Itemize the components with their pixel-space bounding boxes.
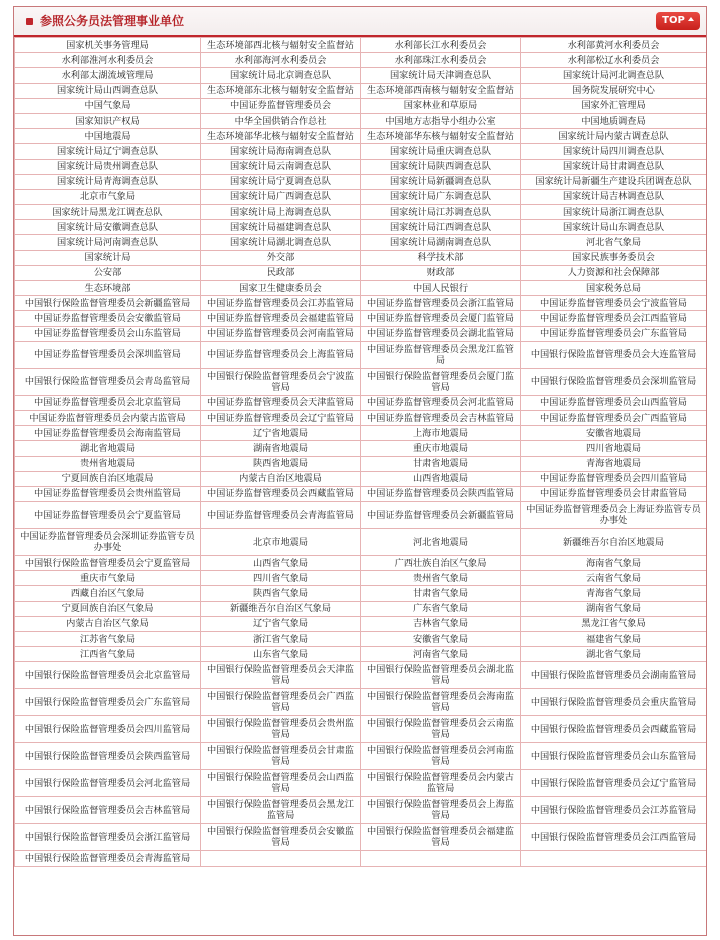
institution-cell [521, 851, 707, 866]
institution-cell: 中国银行保险监督管理委员会甘肃监管局 [201, 743, 361, 770]
table-row [15, 529, 707, 556]
institution-cell: 中国地质调查局 [521, 113, 707, 128]
institution-cell: 中国证券监督管理委员会河南监管局 [201, 326, 361, 341]
institution-cell: 新疆维吾尔自治区地震局 [521, 529, 707, 556]
institution-cell: 国家统计局江苏调查总队 [361, 205, 521, 220]
table-row [15, 851, 707, 866]
institution-cell: 中国银行保险监督管理委员会广西监管局 [201, 689, 361, 716]
institution-cell: 中国证券监督管理委员会浙江监管局 [361, 296, 521, 311]
institution-cell: 中国证券监督管理委员会海南监管局 [15, 426, 201, 441]
institution-cell: 国家知识产权局 [15, 113, 201, 128]
table-row [15, 797, 707, 824]
institution-cell: 中国银行保险监督管理委员会山西监管局 [201, 770, 361, 797]
table-row [15, 326, 707, 341]
institution-cell: 国家统计局陕西调查总队 [361, 159, 521, 174]
institution-cell: 中国证券监督管理委员会贵州监管局 [15, 486, 201, 501]
institution-cell: 中国银行保险监督管理委员会新疆监管局 [15, 296, 201, 311]
institution-cell: 湖北省地震局 [15, 441, 201, 456]
institution-cell: 河北省地震局 [361, 529, 521, 556]
institution-cell: 中国证券监督管理委员会河北监管局 [361, 395, 521, 410]
institution-cell: 水利部淮河水利委员会 [15, 53, 201, 68]
panel-title: 参照公务员法管理事业单位 [40, 14, 185, 28]
table-row [15, 265, 707, 280]
institution-cell: 广西壮族自治区气象局 [361, 556, 521, 571]
institution-cell: 辽宁省气象局 [201, 616, 361, 631]
back-to-top-button[interactable] [656, 12, 700, 30]
institution-cell: 甘肃省气象局 [361, 586, 521, 601]
institution-cell: 中国证券监督管理委员会广东监管局 [521, 326, 707, 341]
institution-cell: 生态环境部西北核与辐射安全监督站 [201, 38, 361, 53]
institution-cell: 云南省气象局 [521, 571, 707, 586]
institution-cell: 湖南省地震局 [201, 441, 361, 456]
institution-cell: 山西省气象局 [201, 556, 361, 571]
institution-cell [361, 851, 521, 866]
institution-cell: 海南省气象局 [521, 556, 707, 571]
institution-cell: 中国银行保险监督管理委员会广东监管局 [15, 689, 201, 716]
table-row [15, 113, 707, 128]
table-row [15, 410, 707, 425]
institutions-table [14, 37, 707, 867]
institution-cell: 甘肃省地震局 [361, 456, 521, 471]
institution-cell: 国家统计局湖南调查总队 [361, 235, 521, 250]
institution-cell: 中国银行保险监督管理委员会河北监管局 [15, 770, 201, 797]
institution-cell: 国家外汇管理局 [521, 98, 707, 113]
institution-cell: 中国银行保险监督管理委员会重庆监管局 [521, 689, 707, 716]
table-row [15, 824, 707, 851]
institution-cell: 中国银行保险监督管理委员会北京监管局 [15, 662, 201, 689]
institution-cell: 中国银行保险监督管理委员会河南监管局 [361, 743, 521, 770]
institution-cell: 国家统计局青海调查总队 [15, 174, 201, 189]
institution-cell: 新疆维吾尔自治区气象局 [201, 601, 361, 616]
institution-cell: 国家统计局贵州调查总队 [15, 159, 201, 174]
table-row [15, 632, 707, 647]
institution-cell: 河北省气象局 [521, 235, 707, 250]
institution-cell: 广东省气象局 [361, 601, 521, 616]
institution-cell: 中华全国供销合作总社 [201, 113, 361, 128]
institution-cell: 国家统计局天津调查总队 [361, 68, 521, 83]
institution-cell: 中国证券监督管理委员会深圳证券监管专员办事处 [15, 529, 201, 556]
institution-cell: 黑龙江省气象局 [521, 616, 707, 631]
institution-cell: 中国证券监督管理委员会陕西监管局 [361, 486, 521, 501]
institution-cell: 中国证券监督管理委员会安徽监管局 [15, 311, 201, 326]
institution-cell: 中国银行保险监督管理委员会海南监管局 [361, 689, 521, 716]
institution-cell: 中国地震局 [15, 129, 201, 144]
institution-cell: 中国银行保险监督管理委员会吉林监管局 [15, 797, 201, 824]
institution-cell: 中国银行保险监督管理委员会浙江监管局 [15, 824, 201, 851]
institution-cell: 贵州省地震局 [15, 456, 201, 471]
institution-cell: 国家统计局广西调查总队 [201, 189, 361, 204]
institution-cell: 国家卫生健康委员会 [201, 281, 361, 296]
institution-cell: 重庆市气象局 [15, 571, 201, 586]
table-row [15, 281, 707, 296]
table-row [15, 743, 707, 770]
institution-cell: 宁夏回族自治区气象局 [15, 601, 201, 616]
institution-cell: 国家统计局辽宁调查总队 [15, 144, 201, 159]
institution-cell: 中国证券监督管理委员会吉林监管局 [361, 410, 521, 425]
institution-cell: 国家统计局宁夏调查总队 [201, 174, 361, 189]
institution-cell: 江西省气象局 [15, 647, 201, 662]
institution-cell: 中国银行保险监督管理委员会贵州监管局 [201, 716, 361, 743]
institution-cell: 中国银行保险监督管理委员会安徽监管局 [201, 824, 361, 851]
institution-cell: 中国银行保险监督管理委员会黑龙江监管局 [201, 797, 361, 824]
institution-cell: 中国证券监督管理委员会甘肃监管局 [521, 486, 707, 501]
table-row [15, 616, 707, 631]
institution-cell: 水利部珠江水利委员会 [361, 53, 521, 68]
institution-cell: 生态环境部华北核与辐射安全监督站 [201, 129, 361, 144]
institution-cell: 青海省气象局 [521, 586, 707, 601]
table-row [15, 98, 707, 113]
table-row [15, 220, 707, 235]
institution-cell: 中国银行保险监督管理委员会湖南监管局 [521, 662, 707, 689]
institution-cell: 国家统计局吉林调查总队 [521, 189, 707, 204]
institution-cell: 河南省气象局 [361, 647, 521, 662]
institution-cell: 国家机关事务管理局 [15, 38, 201, 53]
institution-cell: 国家统计局山西调查总队 [15, 83, 201, 98]
table-row [15, 647, 707, 662]
table-row [15, 556, 707, 571]
institution-cell: 国家统计局安徽调查总队 [15, 220, 201, 235]
institution-cell: 中国银行保险监督管理委员会青海监管局 [15, 851, 201, 866]
table-row [15, 426, 707, 441]
institution-cell: 中国证券监督管理委员会湖北监管局 [361, 326, 521, 341]
institution-cell: 水利部长江水利委员会 [361, 38, 521, 53]
institution-cell: 中国证券监督管理委员会宁波监管局 [521, 296, 707, 311]
institution-cell: 生态环境部 [15, 281, 201, 296]
institution-cell: 国家林业和草原局 [361, 98, 521, 113]
institution-cell: 山东省气象局 [201, 647, 361, 662]
institution-cell: 财政部 [361, 265, 521, 280]
institution-cell: 国家统计局山东调查总队 [521, 220, 707, 235]
table-row [15, 38, 707, 53]
institution-cell: 内蒙古自治区地震局 [201, 471, 361, 486]
institution-cell: 中国证券监督管理委员会上海监管局 [201, 341, 361, 368]
institution-cell: 生态环境部东北核与辐射安全监督站 [201, 83, 361, 98]
institution-cell [201, 851, 361, 866]
institution-cell: 中国银行保险监督管理委员会青岛监管局 [15, 368, 201, 395]
table-row [15, 502, 707, 529]
institution-cell: 国务院发展研究中心 [521, 83, 707, 98]
institution-cell: 国家税务总局 [521, 281, 707, 296]
institution-cell: 国家统计局上海调查总队 [201, 205, 361, 220]
table-row [15, 83, 707, 98]
institution-cell: 国家统计局广东调查总队 [361, 189, 521, 204]
institution-cell: 辽宁省地震局 [201, 426, 361, 441]
institution-cell: 中国银行保险监督管理委员会江西监管局 [521, 824, 707, 851]
table-row [15, 296, 707, 311]
institution-cell: 陕西省地震局 [201, 456, 361, 471]
table-row [15, 770, 707, 797]
institution-cell: 西藏自治区气象局 [15, 586, 201, 601]
institution-cell: 内蒙古自治区气象局 [15, 616, 201, 631]
institution-cell: 山西省地震局 [361, 471, 521, 486]
institution-cell: 国家统计局黑龙江调查总队 [15, 205, 201, 220]
institution-cell: 中国证券监督管理委员会西藏监管局 [201, 486, 361, 501]
table-row [15, 471, 707, 486]
institution-cell: 中国证券监督管理委员会江苏监管局 [201, 296, 361, 311]
institution-cell: 公安部 [15, 265, 201, 280]
institution-cell: 中国证券监督管理委员会江西监管局 [521, 311, 707, 326]
institution-cell: 湖北省气象局 [521, 647, 707, 662]
institution-cell: 中国人民银行 [361, 281, 521, 296]
institution-cell: 国家民族事务委员会 [521, 250, 707, 265]
institution-cell: 江苏省气象局 [15, 632, 201, 647]
institution-cell: 中国银行保险监督管理委员会天津监管局 [201, 662, 361, 689]
institution-cell: 生态环境部华东核与辐射安全监督站 [361, 129, 521, 144]
institution-cell: 安徽省气象局 [361, 632, 521, 647]
institution-cell: 国家统计局湖北调查总队 [201, 235, 361, 250]
table-row [15, 189, 707, 204]
institution-cell: 水利部太湖流域管理局 [15, 68, 201, 83]
table-row [15, 441, 707, 456]
institution-cell: 中国银行保险监督管理委员会江苏监管局 [521, 797, 707, 824]
institution-cell: 中国证券监督管理委员会广西监管局 [521, 410, 707, 425]
institution-cell: 中国证券监督管理委员会辽宁监管局 [201, 410, 361, 425]
table-row [15, 716, 707, 743]
institution-cell: 中国银行保险监督管理委员会宁夏监管局 [15, 556, 201, 571]
institution-cell: 北京市气象局 [15, 189, 201, 204]
institution-cell: 国家统计局重庆调查总队 [361, 144, 521, 159]
institution-cell: 青海省地震局 [521, 456, 707, 471]
institution-cell: 水利部黄河水利委员会 [521, 38, 707, 53]
table-row [15, 662, 707, 689]
table-row [15, 144, 707, 159]
institution-cell: 安徽省地震局 [521, 426, 707, 441]
table-row [15, 174, 707, 189]
institution-cell: 中国银行保险监督管理委员会福建监管局 [361, 824, 521, 851]
table-row [15, 205, 707, 220]
institution-cell: 国家统计局内蒙古调查总队 [521, 129, 707, 144]
table-row [15, 159, 707, 174]
institution-cell: 中国证券监督管理委员会 [201, 98, 361, 113]
institution-cell: 国家统计局新疆生产建设兵团调查总队 [521, 174, 707, 189]
institution-cell: 陕西省气象局 [201, 586, 361, 601]
institution-cell: 中国证券监督管理委员会山东监管局 [15, 326, 201, 341]
institution-cell: 民政部 [201, 265, 361, 280]
institutions-table-body [15, 38, 707, 867]
institution-cell: 上海市地震局 [361, 426, 521, 441]
institution-cell: 中国证券监督管理委员会山西监管局 [521, 395, 707, 410]
institution-cell: 中国银行保险监督管理委员会上海监管局 [361, 797, 521, 824]
institution-cell: 中国证券监督管理委员会天津监管局 [201, 395, 361, 410]
table-row [15, 129, 707, 144]
institution-cell: 国家统计局河北调查总队 [521, 68, 707, 83]
institution-cell: 四川省气象局 [201, 571, 361, 586]
institution-cell: 中国证券监督管理委员会四川监管局 [521, 471, 707, 486]
institution-cell: 北京市地震局 [201, 529, 361, 556]
institution-cell: 国家统计局北京调查总队 [201, 68, 361, 83]
institution-cell: 国家统计局云南调查总队 [201, 159, 361, 174]
table-row [15, 341, 707, 368]
institution-cell: 外交部 [201, 250, 361, 265]
institution-cell: 中国银行保险监督管理委员会内蒙古监管局 [361, 770, 521, 797]
institution-cell: 四川省地震局 [521, 441, 707, 456]
institution-cell: 中国证券监督管理委员会深圳监管局 [15, 341, 201, 368]
table-row [15, 571, 707, 586]
institution-cell: 中国证券监督管理委员会厦门监管局 [361, 311, 521, 326]
table-row [15, 586, 707, 601]
institution-cell: 中国银行保险监督管理委员会陕西监管局 [15, 743, 201, 770]
institution-cell: 国家统计局 [15, 250, 201, 265]
institution-cell: 国家统计局福建调查总队 [201, 220, 361, 235]
institution-cell: 国家统计局四川调查总队 [521, 144, 707, 159]
institution-cell: 中国证券监督管理委员会青海监管局 [201, 502, 361, 529]
institution-cell: 国家统计局浙江调查总队 [521, 205, 707, 220]
table-row [15, 68, 707, 83]
institution-cell: 湖南省气象局 [521, 601, 707, 616]
institution-cell: 科学技术部 [361, 250, 521, 265]
institution-cell: 中国证券监督管理委员会福建监管局 [201, 311, 361, 326]
institution-cell: 中国银行保险监督管理委员会云南监管局 [361, 716, 521, 743]
institution-cell: 中国银行保险监督管理委员会西藏监管局 [521, 716, 707, 743]
institution-cell: 重庆市地震局 [361, 441, 521, 456]
institution-cell: 生态环境部西南核与辐射安全监督站 [361, 83, 521, 98]
institution-cell: 中国银行保险监督管理委员会厦门监管局 [361, 368, 521, 395]
institution-cell: 中国银行保险监督管理委员会湖北监管局 [361, 662, 521, 689]
table-row [15, 395, 707, 410]
institution-cell: 国家统计局新疆调查总队 [361, 174, 521, 189]
institution-cell: 中国银行保险监督管理委员会深圳监管局 [521, 368, 707, 395]
table-row [15, 486, 707, 501]
institutions-panel [13, 6, 707, 936]
institution-cell: 中国证券监督管理委员会新疆监管局 [361, 502, 521, 529]
institution-cell: 贵州省气象局 [361, 571, 521, 586]
institution-cell: 中国银行保险监督管理委员会四川监管局 [15, 716, 201, 743]
institution-cell: 宁夏回族自治区地震局 [15, 471, 201, 486]
institution-cell: 国家统计局江西调查总队 [361, 220, 521, 235]
institution-cell: 人力资源和社会保障部 [521, 265, 707, 280]
table-row [15, 250, 707, 265]
table-row [15, 601, 707, 616]
table-row [15, 456, 707, 471]
institution-cell: 中国证券监督管理委员会宁夏监管局 [15, 502, 201, 529]
institution-cell: 吉林省气象局 [361, 616, 521, 631]
institution-cell: 国家统计局海南调查总队 [201, 144, 361, 159]
institution-cell: 中国证券监督管理委员会上海证券监管专员办事处 [521, 502, 707, 529]
panel-header [14, 7, 706, 37]
arrow-up-icon [688, 17, 694, 21]
table-row [15, 235, 707, 250]
table-row [15, 311, 707, 326]
institution-cell: 国家统计局甘肃调查总队 [521, 159, 707, 174]
institution-cell: 浙江省气象局 [201, 632, 361, 647]
table-row [15, 689, 707, 716]
bullet-icon [26, 18, 33, 25]
institution-cell: 国家统计局河南调查总队 [15, 235, 201, 250]
institution-cell: 中国气象局 [15, 98, 201, 113]
institution-cell: 福建省气象局 [521, 632, 707, 647]
institution-cell: 中国银行保险监督管理委员会辽宁监管局 [521, 770, 707, 797]
institution-cell: 中国银行保险监督管理委员会宁波监管局 [201, 368, 361, 395]
institution-cell: 中国证券监督管理委员会北京监管局 [15, 395, 201, 410]
table-row [15, 53, 707, 68]
institution-cell: 中国地方志指导小组办公室 [361, 113, 521, 128]
institution-cell: 水利部海河水利委员会 [201, 53, 361, 68]
institution-cell: 水利部松辽水利委员会 [521, 53, 707, 68]
institution-cell: 中国银行保险监督管理委员会大连监管局 [521, 341, 707, 368]
institution-cell: 中国银行保险监督管理委员会山东监管局 [521, 743, 707, 770]
institution-cell: 中国证券监督管理委员会内蒙古监管局 [15, 410, 201, 425]
table-row [15, 368, 707, 395]
institution-cell: 中国证券监督管理委员会黑龙江监管局 [361, 341, 521, 368]
top-label: TOP [662, 15, 685, 26]
